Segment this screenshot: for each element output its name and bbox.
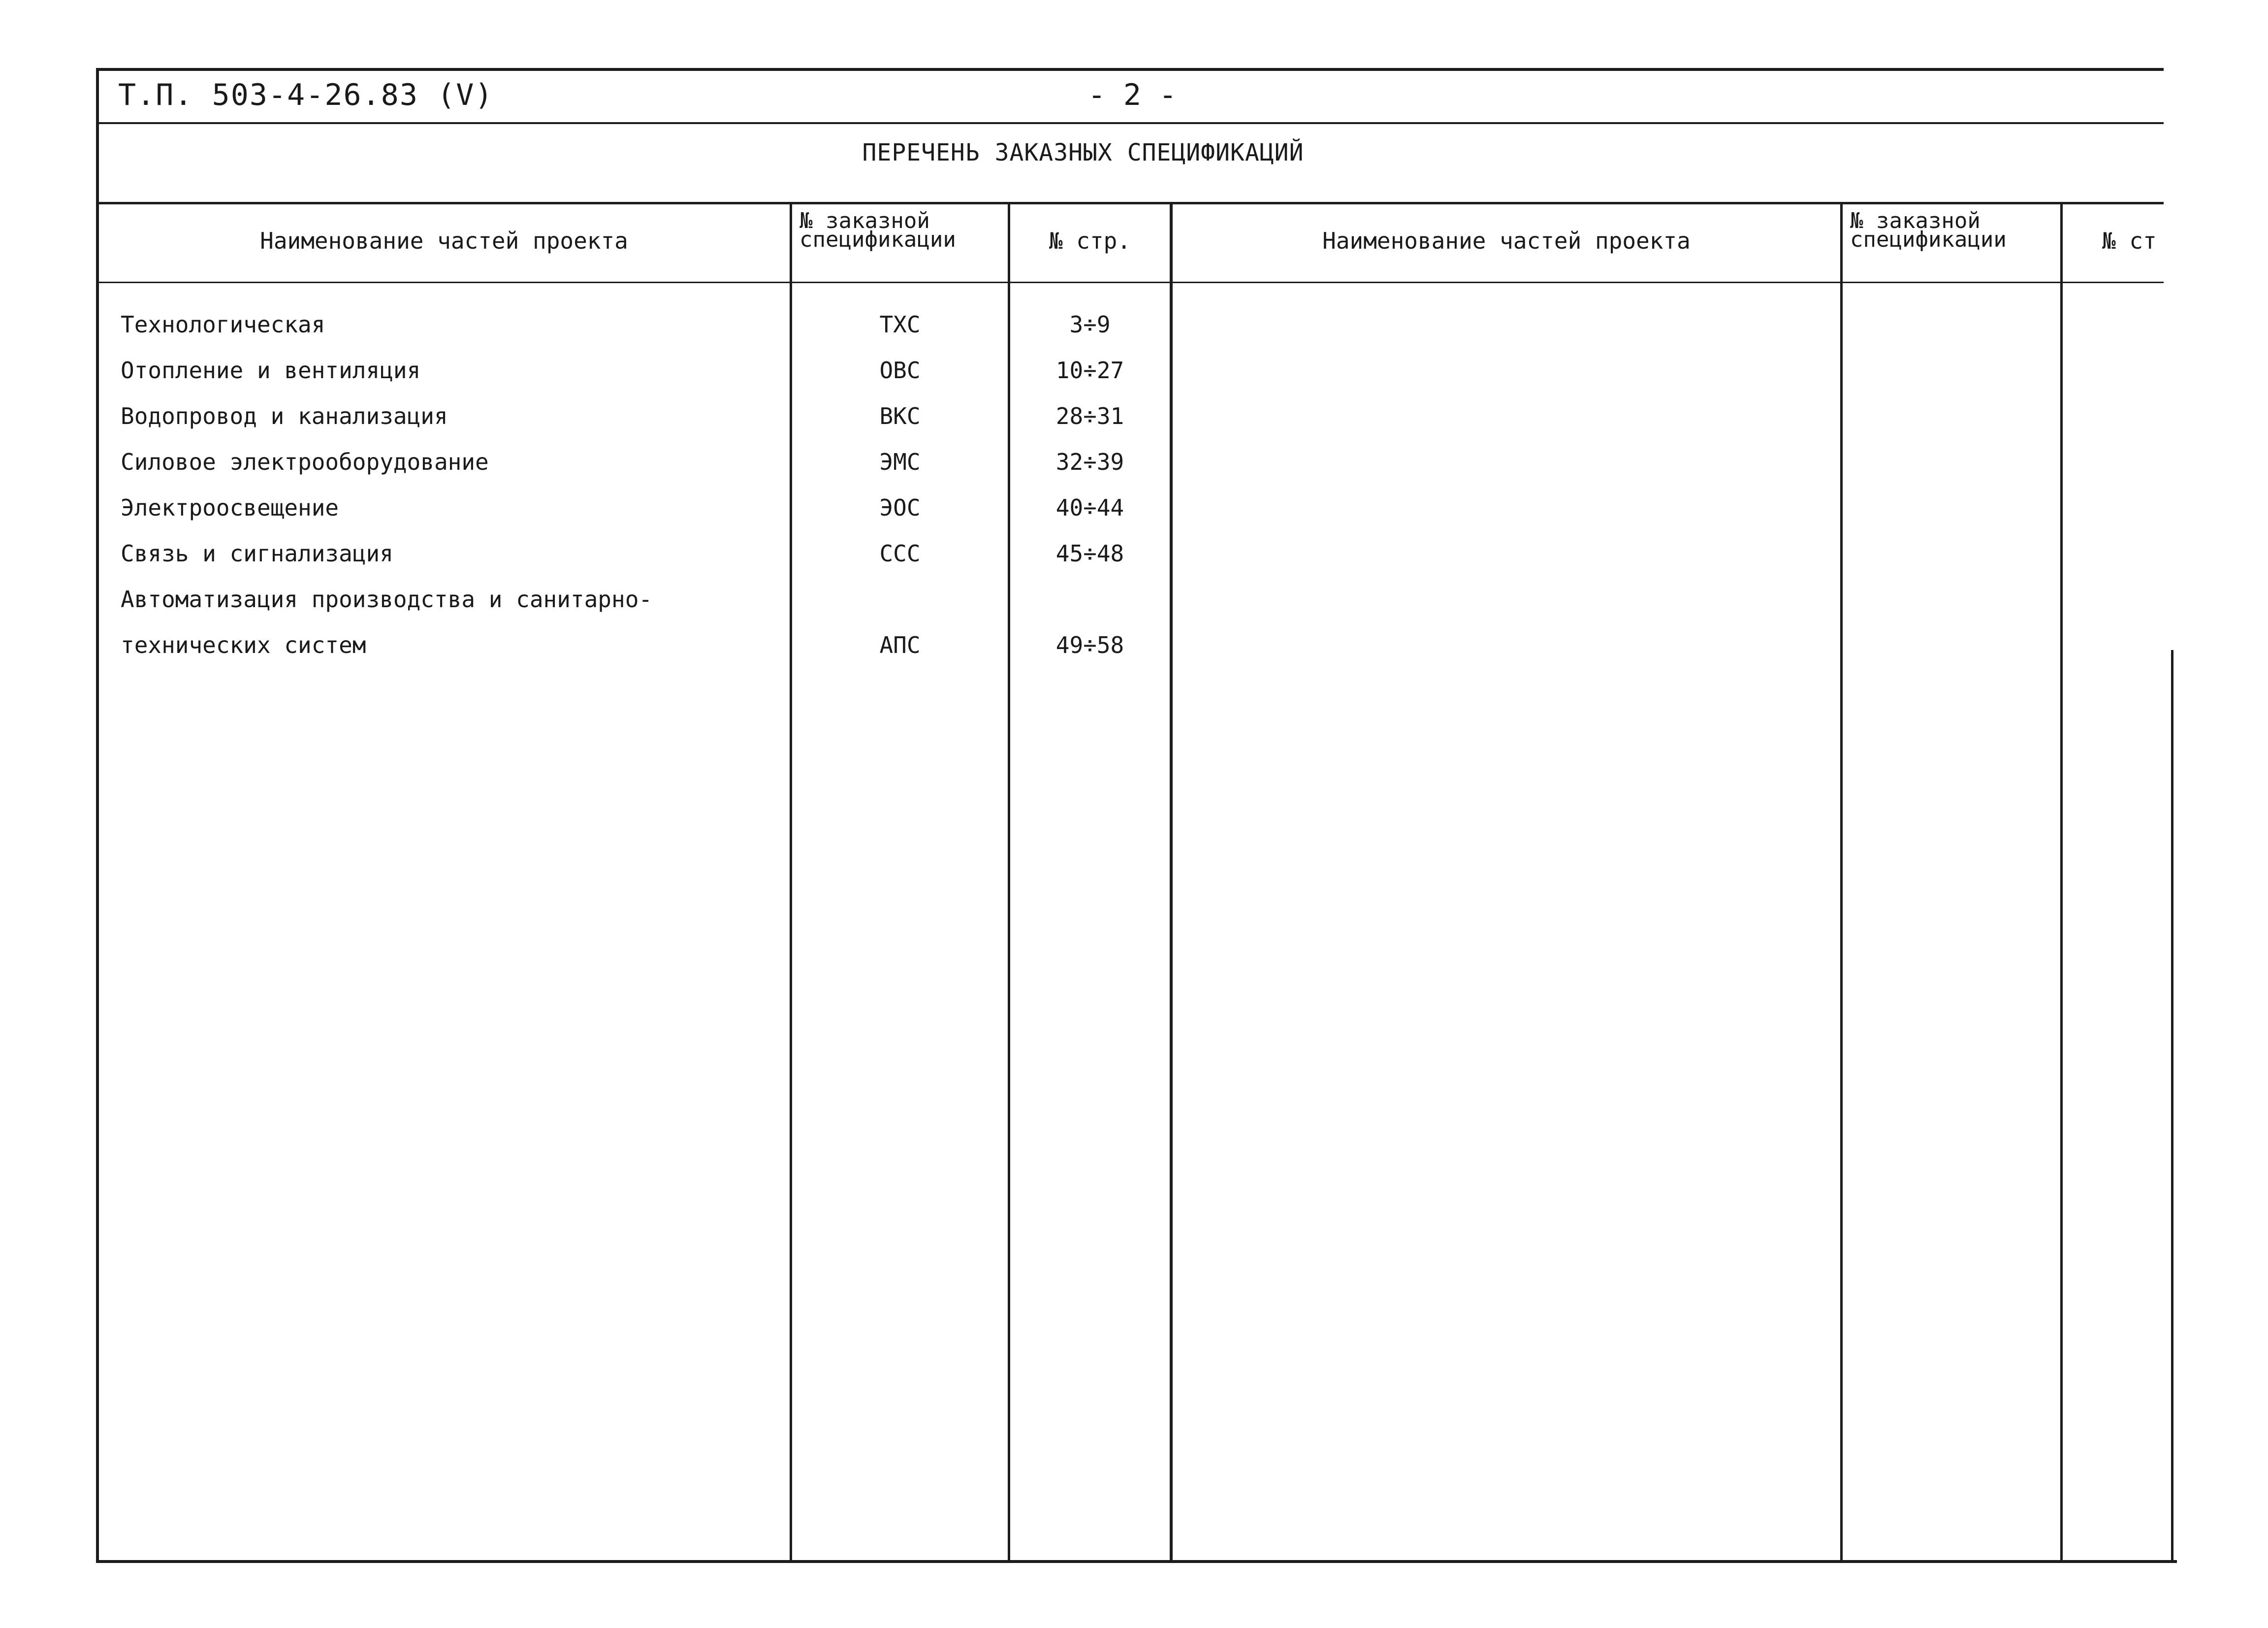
header-row-border bbox=[96, 202, 2164, 204]
row-spec: ЭОС bbox=[879, 494, 921, 521]
header-spec-line2-right: спецификации bbox=[1850, 227, 2007, 252]
row-spec: ОВС bbox=[879, 357, 921, 384]
row-spec: ЭМС bbox=[879, 449, 921, 475]
row-name: Водопровод и канализация bbox=[121, 403, 448, 429]
row-pages: 40÷44 bbox=[1055, 494, 1124, 521]
col-divider-4 bbox=[1840, 202, 1843, 1563]
row-name: Электроосвещение bbox=[121, 494, 339, 521]
row-name: Силовое электрооборудование bbox=[121, 449, 489, 475]
document-code: Т.П. 503-4-26.83 (V) bbox=[118, 78, 494, 112]
row-spec: ТХС bbox=[879, 311, 921, 338]
header-page-column: № стр. bbox=[1049, 228, 1131, 254]
row-pages: 32÷39 bbox=[1055, 449, 1124, 475]
list-title: ПЕРЕЧЕНЬ ЗАКАЗНЫХ СПЕЦИФИКАЦИЙ bbox=[862, 139, 1304, 166]
row-name: Отопление и вентиляция bbox=[121, 357, 421, 384]
header-page-column-right: № ст bbox=[2102, 228, 2157, 254]
row-spec: ВКС bbox=[879, 403, 921, 429]
col-divider-3 bbox=[1170, 202, 1173, 1563]
header-spec-line2: спецификации bbox=[799, 227, 956, 252]
title-row-border bbox=[96, 122, 2164, 124]
top-border bbox=[96, 68, 2164, 71]
row-pages: 3÷9 bbox=[1069, 311, 1111, 338]
row-name: Связь и сигнализация bbox=[121, 540, 393, 567]
row-pages: 28÷31 bbox=[1055, 403, 1124, 429]
row-name: Технологическая bbox=[121, 311, 325, 338]
row-pages: 49÷58 bbox=[1055, 632, 1124, 658]
page-number: - 2 - bbox=[1087, 78, 1177, 112]
header-spec-line1: № заказной bbox=[799, 208, 930, 233]
row-name: технических систем bbox=[121, 632, 366, 658]
left-border bbox=[96, 68, 99, 1563]
col-divider-5 bbox=[2060, 202, 2063, 1563]
row-pages: 45÷48 bbox=[1055, 540, 1124, 567]
header-name-column-right: Наименование частей проекта bbox=[1322, 228, 1691, 254]
header-spec-column bbox=[799, 208, 956, 252]
header-name-column: Наименование частей проекта bbox=[260, 228, 628, 254]
row-spec: АПС bbox=[879, 632, 921, 658]
column-header-bottom-border bbox=[96, 282, 2164, 283]
right-border bbox=[2171, 650, 2173, 1563]
row-spec: ССС bbox=[879, 540, 921, 567]
bottom-border bbox=[96, 1560, 2177, 1563]
header-spec-column-right bbox=[1850, 208, 2007, 252]
row-name: Автоматизация производства и санитарно- bbox=[121, 586, 653, 613]
row-pages: 10÷27 bbox=[1055, 357, 1124, 384]
header-spec-line1-right: № заказной bbox=[1850, 208, 1981, 233]
